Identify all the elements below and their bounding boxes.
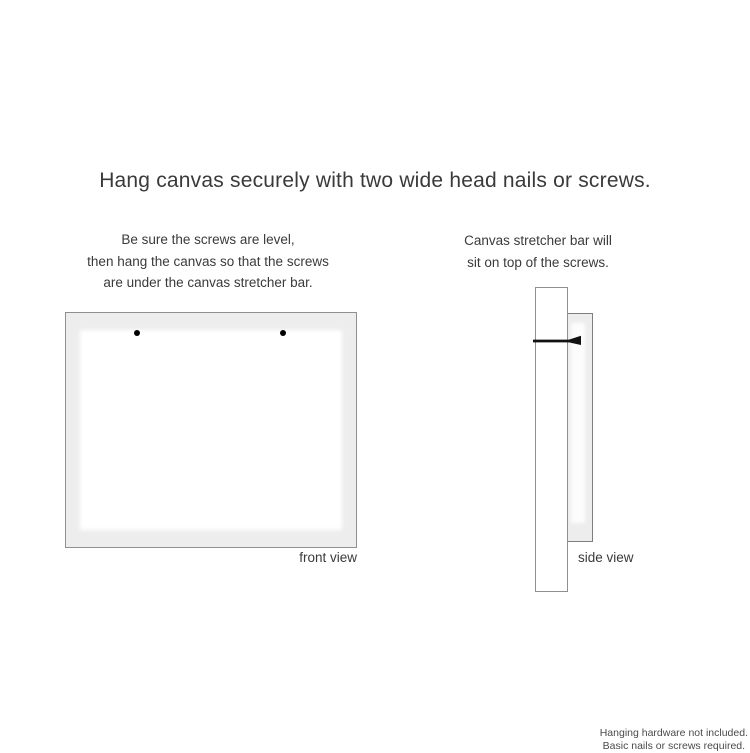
front-view-canvas-frame xyxy=(65,312,357,548)
right-screw-dot xyxy=(280,330,286,336)
canvas-side-face xyxy=(571,323,585,523)
instruction-line: are under the canvas stretcher bar. xyxy=(103,275,313,290)
side-view-label: side view xyxy=(578,550,634,565)
instruction-line: Canvas stretcher bar will xyxy=(464,233,612,248)
front-view-instructions xyxy=(58,229,358,294)
nail-icon xyxy=(528,330,586,350)
hardware-footnote xyxy=(600,727,748,753)
page-title: Hang canvas securely with two wide head nails or screws. xyxy=(99,169,651,192)
instruction-line: then hang the canvas so that the screws xyxy=(87,253,329,269)
canvas-front-face xyxy=(80,330,342,530)
footnote-line: Basic nails or screws required. xyxy=(602,740,746,752)
side-view-instructions xyxy=(437,230,639,273)
front-view-label: front view xyxy=(299,550,357,565)
instruction-line: Be sure the screws are level, xyxy=(121,232,295,247)
left-screw-dot xyxy=(134,330,140,336)
footnote-line: Hanging hardware not included. xyxy=(599,727,748,739)
instruction-line: sit on top of the screws. xyxy=(467,254,609,270)
